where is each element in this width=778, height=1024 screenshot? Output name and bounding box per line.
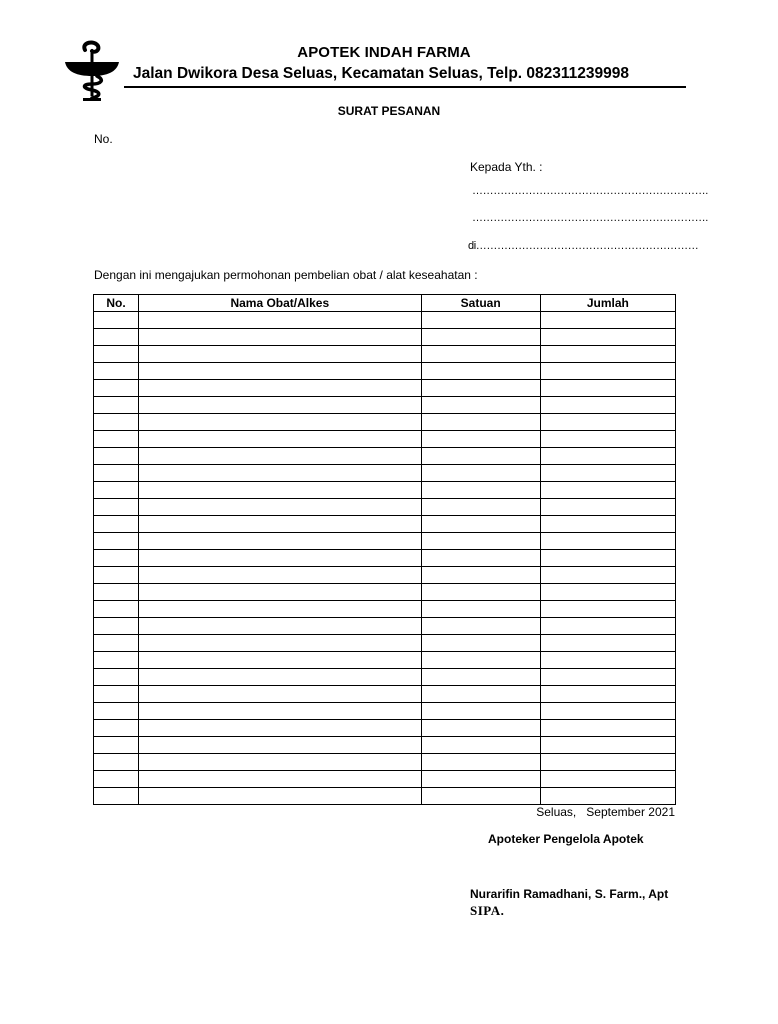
cell-unit [421, 414, 540, 431]
cell-unit [421, 754, 540, 771]
cell-no [94, 499, 139, 516]
pharmacy-name-text: APOTEK INDAH FARMA [297, 44, 471, 61]
table-row [94, 737, 676, 754]
cell-quantity [540, 703, 675, 720]
cell-item-name [139, 312, 421, 329]
request-intro: Dengan ini mengajukan permohonan pembelian obat / alat keseahatan : [94, 268, 478, 282]
header-divider [124, 86, 686, 88]
cell-item-name [139, 414, 421, 431]
cell-unit [421, 465, 540, 482]
cell-quantity [540, 499, 675, 516]
cell-unit [421, 771, 540, 788]
cell-item-name [139, 771, 421, 788]
cell-no [94, 533, 139, 550]
cell-no [94, 363, 139, 380]
cell-no [94, 754, 139, 771]
place-date: Seluas, September 2021 [536, 805, 675, 819]
cell-unit [421, 533, 540, 550]
cell-item-name [139, 788, 421, 805]
cell-no [94, 737, 139, 754]
cell-quantity [540, 669, 675, 686]
cell-quantity [540, 431, 675, 448]
cell-quantity [540, 414, 675, 431]
cell-item-name [139, 703, 421, 720]
cell-quantity [540, 482, 675, 499]
table-row [94, 465, 676, 482]
cell-item-name [139, 652, 421, 669]
license-number: SIPA. [470, 903, 505, 918]
cell-no [94, 482, 139, 499]
table-body [94, 312, 676, 805]
cell-item-name [139, 482, 421, 499]
header-quantity: Jumlah [540, 295, 675, 312]
table-row [94, 754, 676, 771]
order-items-table [93, 294, 676, 805]
table-row [94, 431, 676, 448]
recipient-location-line: di……………………………………………………… [468, 240, 699, 252]
order-number-label: No. [94, 132, 113, 146]
table-row [94, 601, 676, 618]
table-row [94, 618, 676, 635]
cell-no [94, 788, 139, 805]
table-row [94, 482, 676, 499]
cell-no [94, 329, 139, 346]
table-row [94, 771, 676, 788]
cell-no [94, 720, 139, 737]
cell-unit [421, 703, 540, 720]
cell-unit [421, 720, 540, 737]
cell-quantity [540, 567, 675, 584]
cell-unit [421, 380, 540, 397]
cell-item-name [139, 618, 421, 635]
cell-unit [421, 567, 540, 584]
table-row [94, 397, 676, 414]
header-no: No. [94, 295, 139, 312]
cell-item-name [139, 499, 421, 516]
cell-item-name [139, 397, 421, 414]
table-row [94, 635, 676, 652]
cell-item-name [139, 363, 421, 380]
cell-unit [421, 482, 540, 499]
cell-quantity [540, 686, 675, 703]
cell-quantity [540, 720, 675, 737]
table-row [94, 448, 676, 465]
cell-item-name [139, 465, 421, 482]
cell-no [94, 567, 139, 584]
table-row [94, 499, 676, 516]
cell-item-name [139, 737, 421, 754]
cell-quantity [540, 550, 675, 567]
cell-unit [421, 618, 540, 635]
cell-quantity [540, 448, 675, 465]
cell-no [94, 346, 139, 363]
table-row [94, 703, 676, 720]
cell-no [94, 380, 139, 397]
table-row [94, 788, 676, 805]
recipient-line-2: …………………………………………………………. [472, 212, 708, 224]
cell-unit [421, 635, 540, 652]
cell-quantity [540, 618, 675, 635]
cell-no [94, 771, 139, 788]
recipient-label: Kepada Yth. : [470, 160, 543, 174]
cell-no [94, 312, 139, 329]
cell-unit [421, 652, 540, 669]
cell-quantity [540, 346, 675, 363]
table-row [94, 329, 676, 346]
cell-unit [421, 346, 540, 363]
recipient-line-1: …………………………………………………………. [472, 185, 708, 197]
cell-item-name [139, 669, 421, 686]
cell-no [94, 652, 139, 669]
cell-unit [421, 601, 540, 618]
table-row [94, 380, 676, 397]
cell-item-name [139, 686, 421, 703]
cell-no [94, 431, 139, 448]
cell-quantity [540, 465, 675, 482]
cell-unit [421, 516, 540, 533]
cell-quantity [540, 584, 675, 601]
cell-item-name [139, 754, 421, 771]
cell-item-name [139, 635, 421, 652]
cell-item-name [139, 567, 421, 584]
table-row [94, 669, 676, 686]
cell-quantity [540, 754, 675, 771]
cell-item-name [139, 329, 421, 346]
cell-unit [421, 550, 540, 567]
table-header-row [94, 295, 676, 312]
cell-item-name [139, 720, 421, 737]
cell-item-name [139, 346, 421, 363]
cell-no [94, 397, 139, 414]
cell-unit [421, 584, 540, 601]
cell-quantity [540, 516, 675, 533]
signatory-title: Apoteker Pengelola Apotek [488, 832, 644, 846]
cell-item-name [139, 550, 421, 567]
table-row [94, 567, 676, 584]
cell-quantity [540, 380, 675, 397]
cell-unit [421, 397, 540, 414]
table-row [94, 720, 676, 737]
table-row [94, 363, 676, 380]
table-row [94, 533, 676, 550]
cell-item-name [139, 516, 421, 533]
header-item-name: Nama Obat/Alkes [139, 295, 421, 312]
cell-unit [421, 499, 540, 516]
cell-quantity [540, 601, 675, 618]
table-row [94, 346, 676, 363]
cell-quantity [540, 329, 675, 346]
signatory-name: Nurarifin Ramadhani, S. Farm., Apt [470, 887, 669, 901]
cell-quantity [540, 771, 675, 788]
cell-quantity [540, 533, 675, 550]
table-row [94, 550, 676, 567]
table-row [94, 652, 676, 669]
cell-no [94, 550, 139, 567]
cell-item-name [139, 533, 421, 550]
cell-item-name [139, 380, 421, 397]
cell-unit [421, 363, 540, 380]
table-row [94, 414, 676, 431]
cell-no [94, 669, 139, 686]
table-row [94, 312, 676, 329]
cell-unit [421, 448, 540, 465]
cell-no [94, 414, 139, 431]
cell-no [94, 703, 139, 720]
cell-quantity [540, 312, 675, 329]
cell-unit [421, 431, 540, 448]
pharmacy-address: Jalan Dwikora Desa Seluas, Kecamatan Seluas, Telp. 082311239998 [133, 65, 630, 82]
cell-quantity [540, 397, 675, 414]
cell-no [94, 516, 139, 533]
table-row [94, 686, 676, 703]
cell-no [94, 601, 139, 618]
cell-unit [421, 737, 540, 754]
cell-item-name [139, 601, 421, 618]
cell-no [94, 635, 139, 652]
header-unit: Satuan [421, 295, 540, 312]
cell-item-name [139, 584, 421, 601]
cell-quantity [540, 363, 675, 380]
cell-no [94, 448, 139, 465]
cell-no [94, 618, 139, 635]
cell-no [94, 686, 139, 703]
cell-unit [421, 788, 540, 805]
cell-quantity [540, 737, 675, 754]
cell-quantity [540, 635, 675, 652]
cell-no [94, 465, 139, 482]
cell-item-name [139, 431, 421, 448]
table-row [94, 516, 676, 533]
cell-unit [421, 686, 540, 703]
cell-item-name [139, 448, 421, 465]
cell-quantity [540, 652, 675, 669]
cell-unit [421, 329, 540, 346]
table-row [94, 584, 676, 601]
pharmacy-name [0, 44, 768, 61]
document-title: SURAT PESANAN [337, 104, 441, 118]
cell-unit [421, 669, 540, 686]
cell-no [94, 584, 139, 601]
cell-quantity [540, 788, 675, 805]
cell-unit [421, 312, 540, 329]
